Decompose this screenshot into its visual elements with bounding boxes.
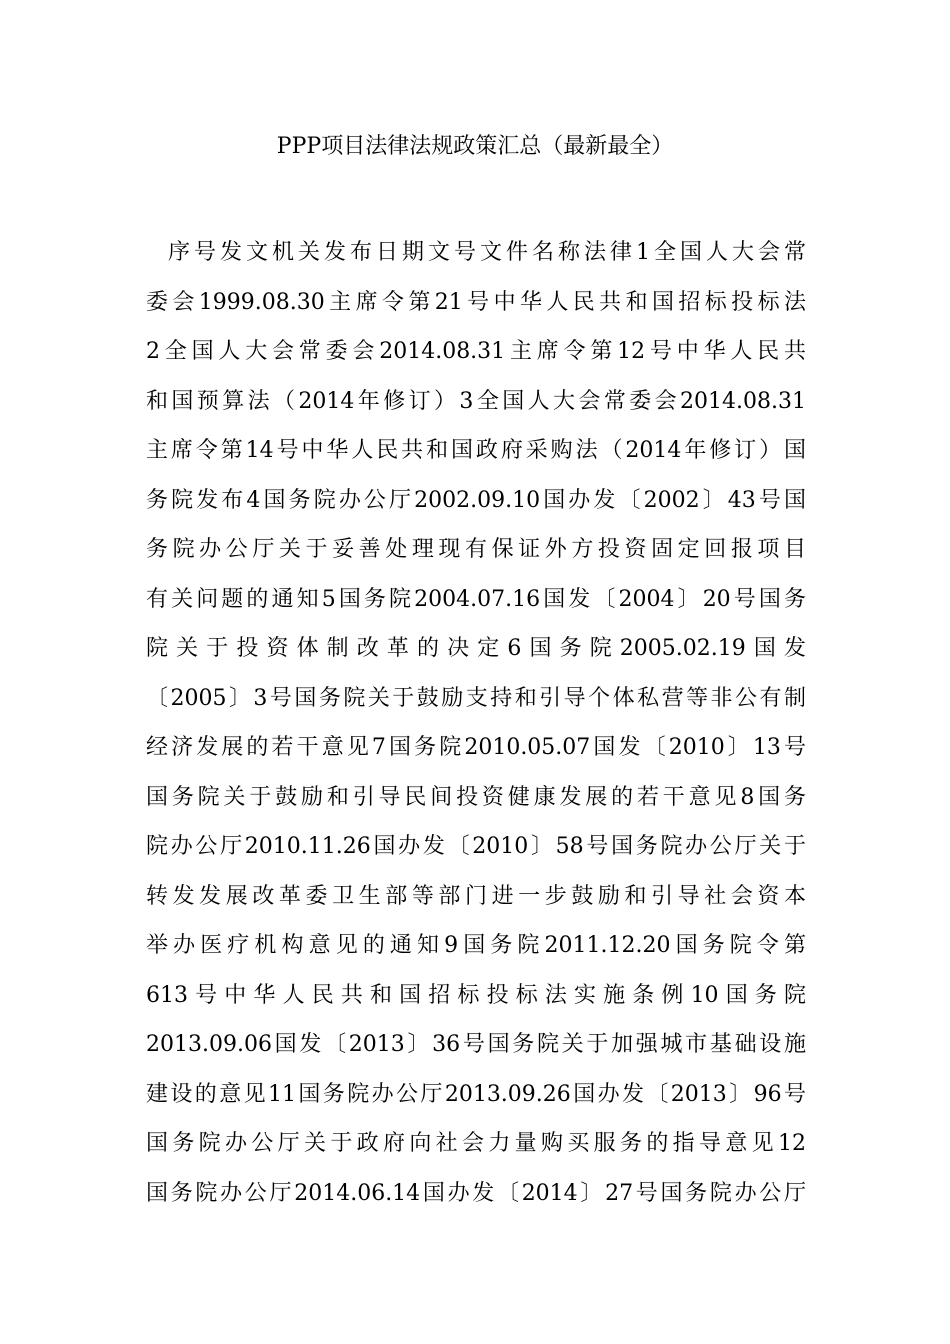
body-line: 2013.09.06国发〔2013〕36号国务院关于加强城市基础设施 <box>146 1032 806 1057</box>
body-line: 613号中华人民共和国招标投标法实施条例10国务院 <box>146 982 806 1008</box>
body-line: 务院发布4国务院办公厅2002.09.10国办发〔2002〕43号国 <box>146 487 806 513</box>
body-line: 建设的意见11国务院办公厅2013.09.26国办发〔2013〕96号 <box>146 1081 806 1107</box>
body-line: 国务院办公厅2014.06.14国办发〔2014〕27号国务院办公厅 <box>146 1180 806 1206</box>
body-line: 2全国人大会常委会2014.08.31主席令第12号中华人民共 <box>146 339 806 364</box>
body-line: 举办医疗机构意见的通知9国务院2011.12.20国务院令第 <box>146 933 806 958</box>
body-line: 经济发展的若干意见7国务院2010.05.07国发〔2010〕13号 <box>146 735 806 760</box>
body-line: 务院办公厅关于妥善处理现有保证外方投资固定回报项目 <box>146 537 806 562</box>
body-line: 国务院办公厅关于政府向社会力量购买服务的指导意见12 <box>146 1131 806 1156</box>
body-line: 〔2005〕3号国务院关于鼓励支持和引导个体私营等非公有制 <box>146 685 806 711</box>
body-line: 院办公厅2010.11.26国办发〔2010〕58号国务院办公厅关于 <box>146 834 806 859</box>
document-title: PPP项目法律法规政策汇总（最新最全） <box>276 134 674 159</box>
body-line: 主席令第14号中华人民共和国政府采购法（2014年修订）国 <box>146 438 806 463</box>
body-line: 序号发文机关发布日期文号文件名称法律1全国人大会常 <box>168 240 806 265</box>
body-line: 院关于投资体制改革的决定6国务院2005.02.19国发 <box>146 636 806 661</box>
body-line: 和国预算法（2014年修订）3全国人大会常委会2014.08.31 <box>146 388 806 414</box>
body-line: 委会1999.08.30主席令第21号中华人民共和国招标投标法 <box>146 289 806 315</box>
body-line: 转发发展改革委卫生部等部门进一步鼓励和引导社会资本 <box>146 883 806 909</box>
body-line: 有关问题的通知5国务院2004.07.16国发〔2004〕20号国务 <box>146 586 806 612</box>
document-body <box>146 228 806 1218</box>
body-line: 国务院关于鼓励和引导民间投资健康发展的若干意见8国务 <box>146 784 806 810</box>
